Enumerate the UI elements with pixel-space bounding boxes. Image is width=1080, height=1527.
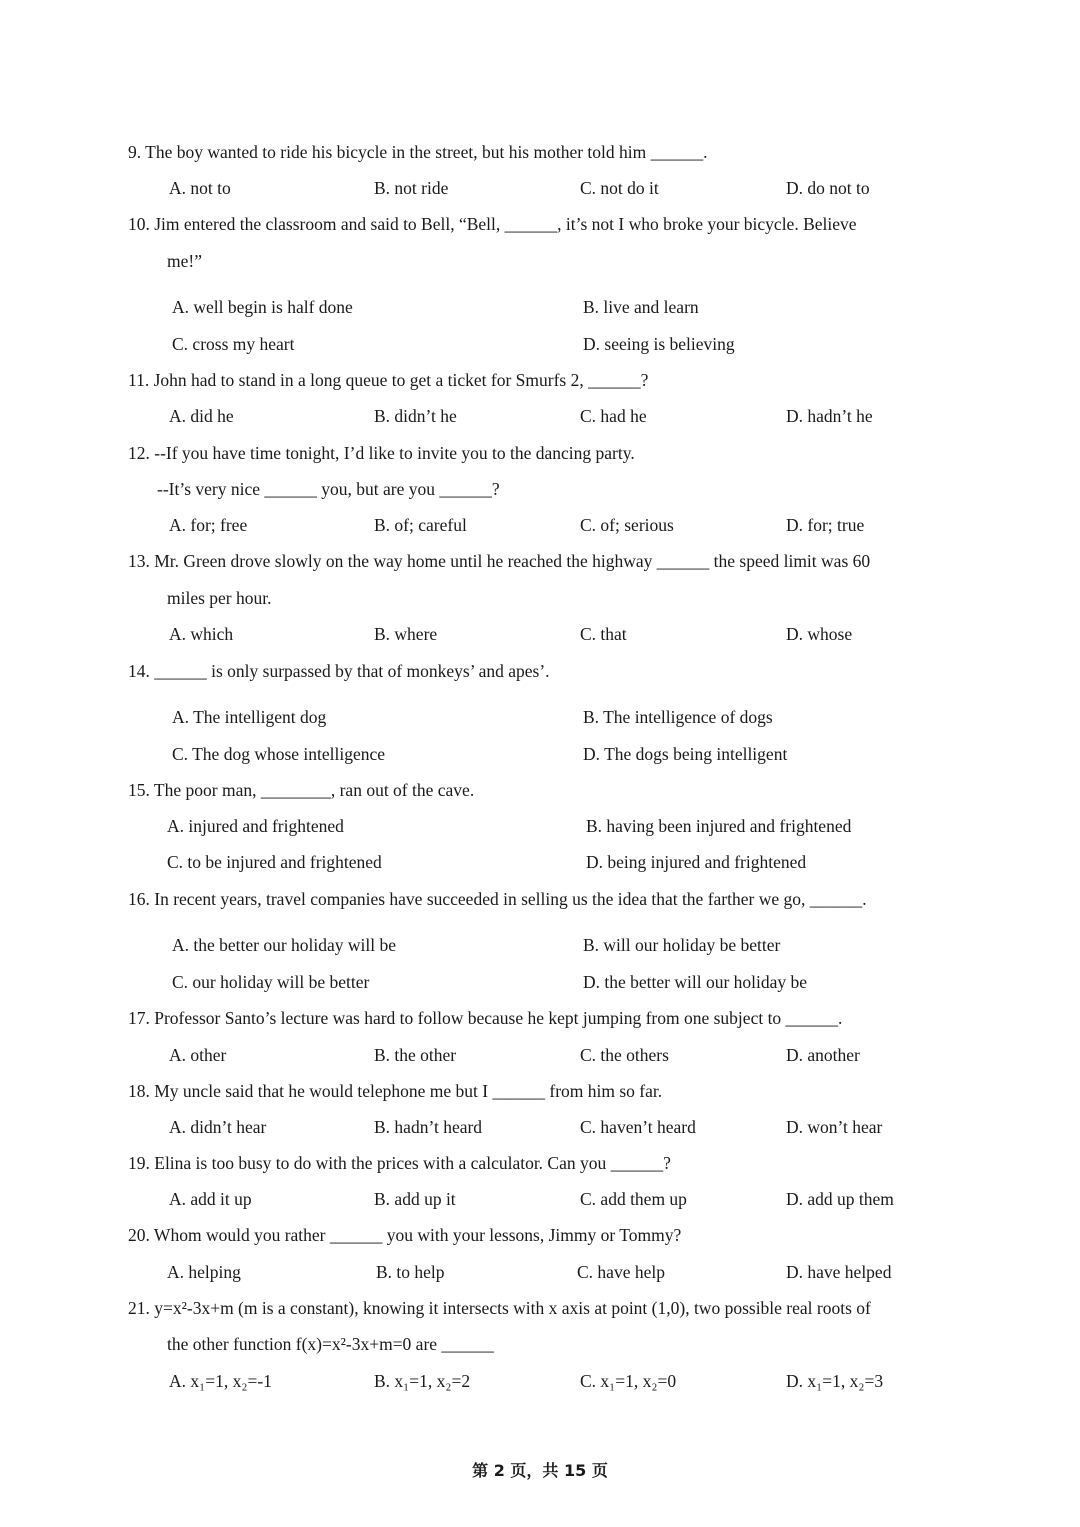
question-15-option-c: C. to be injured and frightened <box>167 852 382 872</box>
question-19-stem: 19. Elina is too busy to do with the prices with a calculator. Can you ______? <box>128 1153 671 1173</box>
question-21-option-b: B. x₁=1, x₂=2 <box>374 1371 471 1391</box>
question-17-stem: 17. Professor Santo’s lecture was hard to follow because he kept jumping from one subject to ______. <box>128 1008 843 1028</box>
question-20-option-b: B. to help <box>376 1262 445 1282</box>
question-18-option-b: B. hadn’t heard <box>374 1117 483 1137</box>
question-21-stem: 21. y=x²-3x+m (m is a constant), knowing it intersects with x axis at point (1,0), two possible real roots of <box>128 1298 871 1318</box>
question-16-option-d: D. the better will our holiday be <box>583 972 808 992</box>
question-18-option-a: A. didn’t hear <box>169 1117 267 1137</box>
question-11-stem: 11. John had to stand in a long queue to get a ticket for Smurfs 2, ______? <box>128 370 649 390</box>
question-21-option-d: D. x₁=1, x₂=3 <box>786 1371 884 1391</box>
question-10-stem-cont: me!” <box>167 251 202 271</box>
question-14-stem: 14. ______ is only surpassed by that of monkeys’ and apes’. <box>128 661 550 681</box>
question-12-option-d: D. for; true <box>786 515 865 535</box>
question-16-option-a: A. the better our holiday will be <box>172 935 397 955</box>
question-18-option-d: D. won’t hear <box>786 1117 883 1137</box>
question-21-stem-cont: the other function f(x)=x²-3x+m=0 are ______ <box>167 1334 494 1354</box>
question-16-option-c: C. our holiday will be better <box>172 972 370 992</box>
question-20-stem: 20. Whom would you rather ______ you with your lessons, Jimmy or Tommy? <box>128 1225 682 1245</box>
question-19-option-d: D. add up them <box>786 1189 894 1209</box>
question-17-option-b: B. the other <box>374 1045 457 1065</box>
question-21-option-a: A. x₁=1, x₂=-1 <box>169 1371 272 1391</box>
question-10-option-c: C. cross my heart <box>172 334 295 354</box>
question-13-stem-cont: miles per hour. <box>167 588 272 608</box>
question-20-option-d: D. have helped <box>786 1262 892 1282</box>
question-12-option-a: A. for; free <box>169 515 248 535</box>
question-11-option-c: C. had he <box>580 406 647 426</box>
question-12-stem-cont: --It’s very nice ______ you, but are you ______? <box>157 479 500 499</box>
question-17-option-d: D. another <box>786 1045 860 1065</box>
question-14-option-c: C. The dog whose intelligence <box>172 744 386 764</box>
question-11-option-b: B. didn’t he <box>374 406 457 426</box>
question-19-option-a: A. add it up <box>169 1189 252 1209</box>
question-16-option-b: B. will our holiday be better <box>583 935 781 955</box>
question-10-option-a: A. well begin is half done <box>172 297 353 317</box>
question-13-option-b: B. where <box>374 624 438 644</box>
question-17-option-a: A. other <box>169 1045 227 1065</box>
question-10-stem: 10. Jim entered the classroom and said to Bell, “Bell, ______, it’s not I who broke your bicycle. Believe <box>128 214 857 234</box>
question-13-option-c: C. that <box>580 624 627 644</box>
question-12-option-c: C. of; serious <box>580 515 674 535</box>
question-14-option-d: D. The dogs being intelligent <box>583 744 788 764</box>
question-11-option-d: D. hadn’t he <box>786 406 873 426</box>
question-10-option-b: B. live and learn <box>583 297 699 317</box>
question-20-option-a: A. helping <box>167 1262 241 1282</box>
question-9-option-c: C. not do it <box>580 178 659 198</box>
question-15-option-a: A. injured and frightened <box>167 816 344 836</box>
question-9-option-a: A. not to <box>169 178 231 198</box>
question-19-option-c: C. add them up <box>580 1189 687 1209</box>
question-9-stem: 9. The boy wanted to ride his bicycle in the street, but his mother told him ______. <box>128 142 708 162</box>
question-16-stem: 16. In recent years, travel companies have succeeded in selling us the idea that the farther we go, ______. <box>128 889 867 909</box>
question-21-option-c: C. x₁=1, x₂=0 <box>580 1371 677 1391</box>
question-10-option-d: D. seeing is believing <box>583 334 735 354</box>
question-18-stem: 18. My uncle said that he would telephone me but I ______ from him so far. <box>128 1081 663 1101</box>
question-17-option-c: C. the others <box>580 1045 669 1065</box>
question-20-option-c: C. have help <box>577 1262 665 1282</box>
question-11-option-a: A. did he <box>169 406 234 426</box>
question-12-stem: 12. --If you have time tonight, I’d like to invite you to the dancing party. <box>128 443 635 463</box>
question-14-option-b: B. The intelligence of dogs <box>583 707 773 727</box>
question-9-option-b: B. not ride <box>374 178 449 198</box>
question-15-option-b: B. having been injured and frightened <box>586 816 852 836</box>
question-12-option-b: B. of; careful <box>374 515 467 535</box>
question-19-option-b: B. add up it <box>374 1189 456 1209</box>
question-15-option-d: D. being injured and frightened <box>586 852 807 872</box>
page-number-footer: 第 2 页，共 15 页 <box>472 1461 608 1480</box>
question-14-option-a: A. The intelligent dog <box>172 707 327 727</box>
question-9-option-d: D. do not to <box>786 178 870 198</box>
question-13-stem: 13. Mr. Green drove slowly on the way home until he reached the highway ______ the speed limit was 60 <box>128 551 871 571</box>
question-15-stem: 15. The poor man, ________, ran out of the cave. <box>128 780 475 800</box>
question-13-option-a: A. which <box>169 624 234 644</box>
question-18-option-c: C. haven’t heard <box>580 1117 696 1137</box>
question-13-option-d: D. whose <box>786 624 853 644</box>
